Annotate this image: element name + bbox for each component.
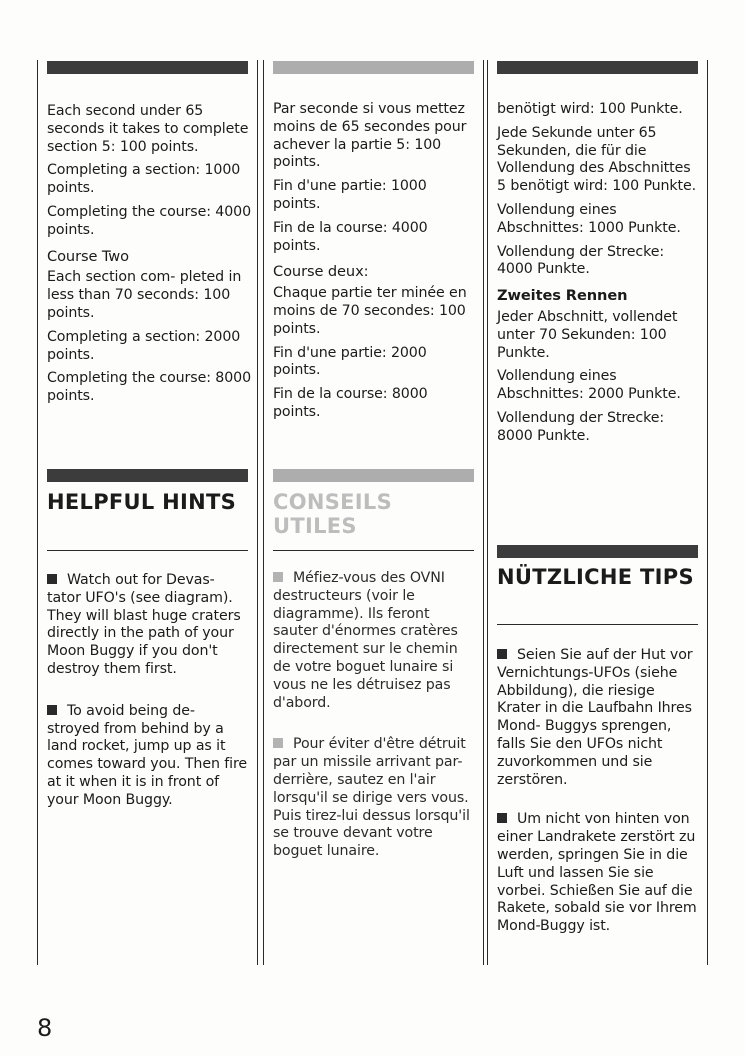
german-scoring-section — [497, 101, 701, 452]
nuetzliche-tips-title: NÜTZLICHE TIPS — [497, 565, 694, 589]
hints-header-bar — [497, 545, 698, 558]
english-course-two-course-points: Completing the course: 8000 points. — [47, 370, 252, 405]
page-number: 8 — [37, 1014, 53, 1042]
course-two-heading: Course Two — [47, 247, 129, 265]
section-divider — [273, 550, 474, 551]
conseils-utiles-title — [273, 490, 479, 538]
section-divider — [497, 624, 698, 625]
title-line-2: UTILES — [273, 514, 357, 538]
english-column — [37, 60, 258, 965]
french-course-two-course-points: Fin de la course: 8000 points. — [273, 386, 428, 420]
english-hint-2: To avoid being de- stroyed from behind by a land rocket, jump up as it comes toward you. Then fire at it when it is in front of your Moon Buggy. — [47, 702, 248, 808]
hints-header-bar — [273, 469, 474, 482]
german-scoring-text: Jede Sekunde unter 65 Sekunden, die für die Vollendung des Abschnittes 5 benötigt wird: 100 Punkte. — [497, 124, 697, 195]
english-section-points: Completing a section: 1000 points. — [47, 162, 241, 197]
english-hints — [47, 572, 251, 816]
german-course-two-section-points: Vollendung eines Abschnittes: 2000 Punkte. — [497, 368, 681, 403]
bullet-square-icon — [497, 649, 507, 659]
german-hint-2: Um nicht von hinten von einer Landrakete zerstört zu werden, springen Sie in die Luft und lassen Sie sie vorbei. Schießen Sie auf die Rakete, sobald sie vor Ihrem Mond-Buggy ist. — [497, 811, 697, 935]
bullet-square-icon — [273, 738, 283, 748]
french-hints — [273, 570, 477, 867]
french-scoring-text: Par seconde si vous mettez moins de 65 secondes pour achever la partie 5: 100 points. — [273, 101, 467, 171]
english-hint-1: Watch out for Devas- tator UFO's (see diagram). They will blast huge craters directly in the path of your Moon Buggy if you don't destroy them first. — [47, 572, 241, 677]
column-header-bar — [497, 61, 698, 74]
title-line-1: CONSEILS — [273, 490, 393, 514]
french-scoring-section — [273, 101, 477, 428]
english-scoring-text: Each second under 65 seconds it takes to complete section 5: 100 points. — [47, 103, 249, 155]
bullet-square-icon — [47, 574, 57, 584]
german-course-two-course-points: Vollendung der Strecke: 8000 Punkte. — [497, 409, 665, 444]
french-hint-2: Pour éviter d'être détruit par un missile arrivant par-derrière, sautez en l'air lorsqu'il se dirige vers vous. Puis tirez-lui dessus lorsqu'il se trouve devant votre boguet lunaire. — [273, 736, 470, 860]
french-course-two-section-points: Fin d'une partie: 2000 points. — [273, 344, 427, 379]
helpful-hints-title: HELPFUL HINTS — [47, 490, 237, 514]
bullet-square-icon — [497, 813, 507, 823]
bullet-square-icon — [273, 572, 283, 582]
english-scoring-section — [47, 103, 251, 412]
german-hint-1: Seien Sie auf der Hut vor Vernichtungs-UFOs (siehe Abbildung), die riesige Krater in die Laufbahn Ihres Mond- Buggys sprengen, falls Sie den UFOs nicht zuvorkommen und sie zerstören. — [497, 647, 693, 788]
bullet-square-icon — [47, 705, 57, 715]
english-course-points: Completing the course: 4000 points. — [47, 203, 252, 238]
french-hint-1: Méfiez-vous des OVNI destructeurs (voir le diagramme). Ils feront sauter d'énormes cratères directement sur le chemin de votre boguet lunaire si vous ne les détruisez pas d'abord. — [273, 570, 458, 711]
english-course-two-section-points: Completing a section: 2000 points. — [47, 328, 241, 363]
german-section-points: Vollendung eines Abschnittes: 1000 Punkte. — [497, 201, 681, 236]
german-hints — [497, 647, 701, 942]
column-header-bar — [47, 61, 248, 74]
hints-header-bar — [47, 469, 248, 482]
french-course-two-text: Chaque partie ter minée en moins de 70 secondes: 100 points. — [273, 285, 467, 337]
german-course-points: Vollendung der Strecke: 4000 Punkte. — [497, 243, 665, 278]
french-course-points: Fin de la course: 4000 points. — [273, 219, 428, 254]
german-scoring-continued: benötigt wird: 100 Punkte. — [497, 101, 683, 117]
zweites-rennen-heading: Zweites Rennen — [497, 287, 628, 305]
section-divider — [47, 550, 248, 551]
german-column — [487, 60, 708, 965]
german-course-two-text: Jeder Abschnitt, vollendet unter 70 Sekunden: 100 Punkte. — [497, 308, 678, 361]
french-column — [263, 60, 484, 965]
course-deux-heading: Course deux: — [273, 263, 369, 281]
french-section-points: Fin d'une partie: 1000 points. — [273, 178, 427, 212]
column-header-bar — [273, 61, 474, 74]
english-course-two-text: Each section com- pleted in less than 70 seconds: 100 points. — [47, 269, 242, 321]
